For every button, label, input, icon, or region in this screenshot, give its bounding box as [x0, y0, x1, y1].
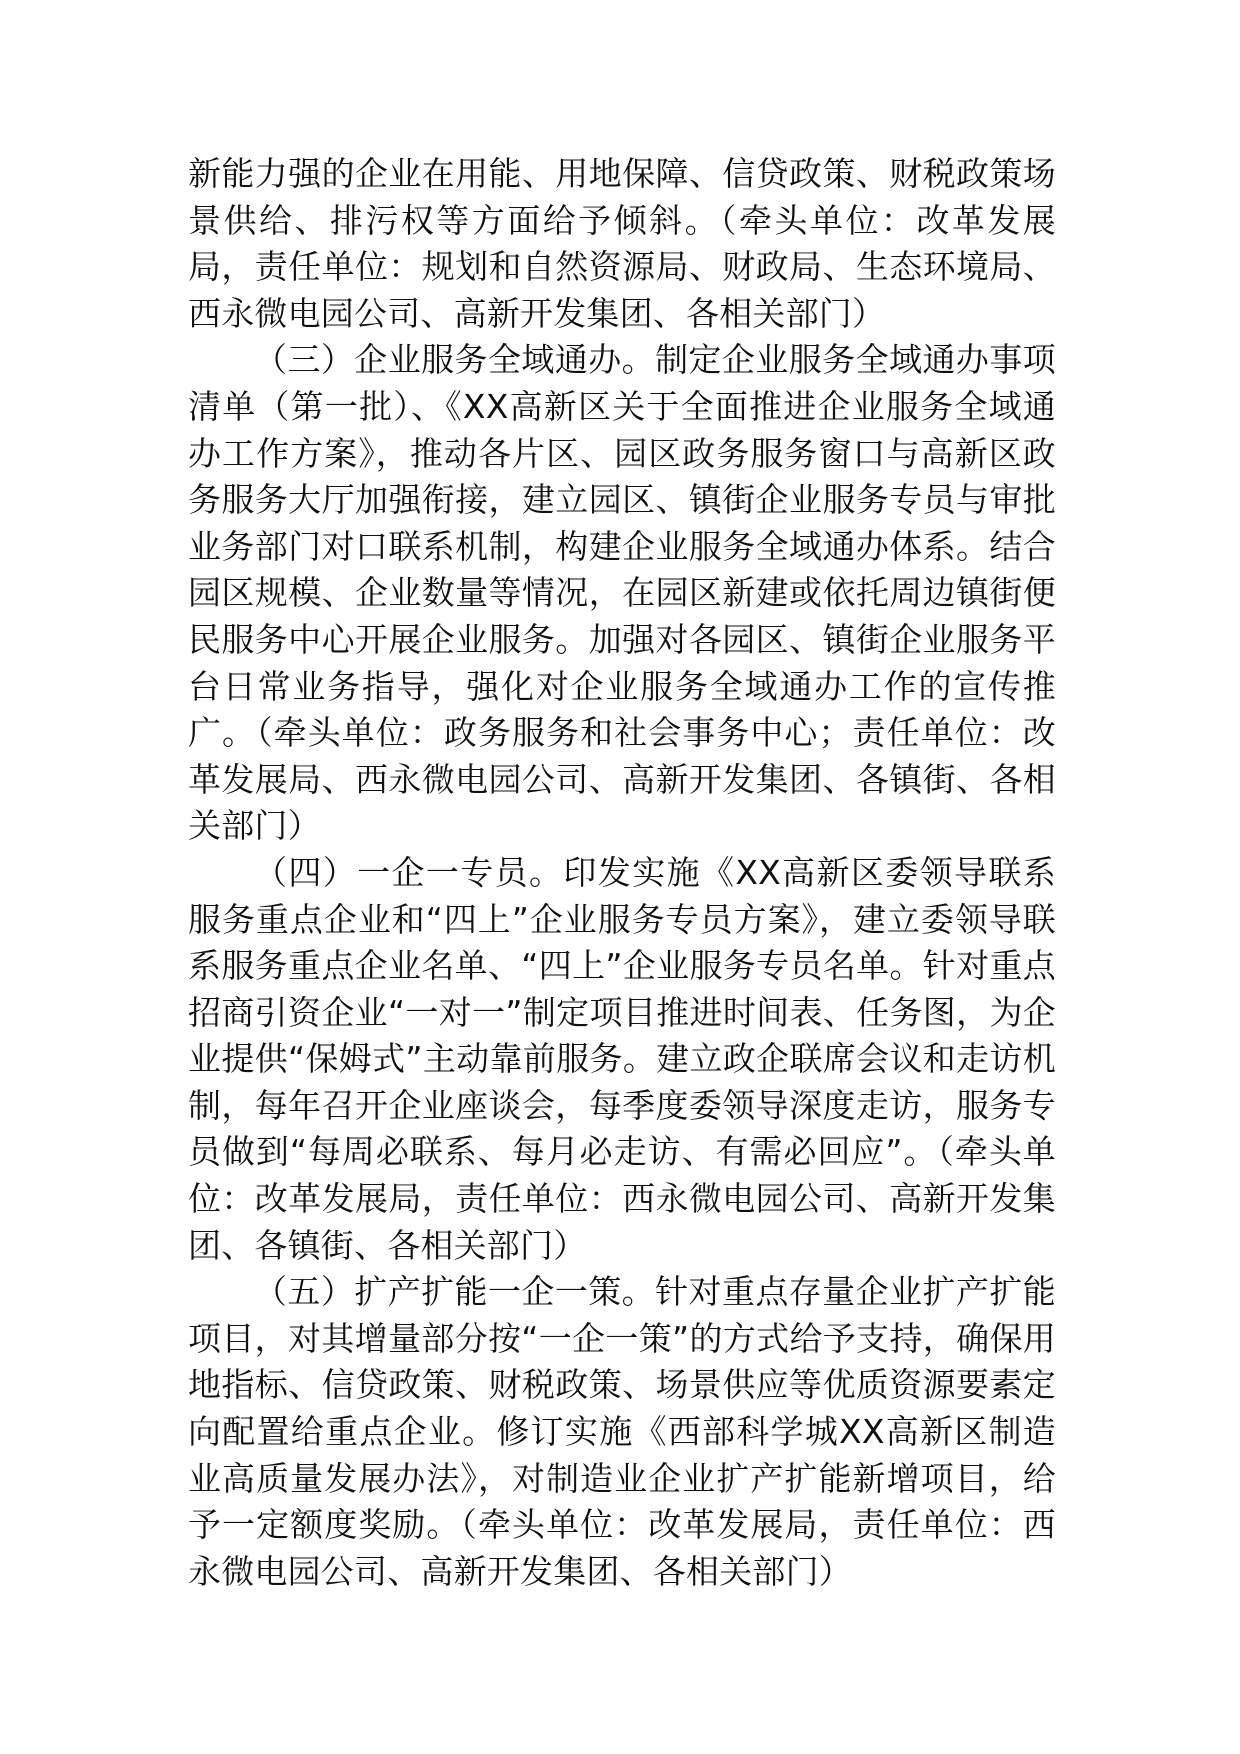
paragraph-section-5: （五）扩产扩能一企一策。针对重点存量企业扩产扩能项目，对其增量部分按“一企一策”的方式给予支持，确保用地指标、信贷政策、财税政策、场景供应等优质资源要素定向配置给重点企业。修订实施《西部科学城XX高新区制造业高质量发展办法》，对制造业企业扩产扩能新增项目，给予一定额度奖励。（牵头单位：改革发展局，责任单位：西永微电园公司、高新开发集团、各相关部门）: [188, 1272, 1056, 1591]
paragraph-section-3: （三）企业服务全域通办。制定企业服务全域通办事项清单（第一批）、《XX高新区关于全面推进企业服务全域通办工作方案》，推动各片区、园区政务服务窗口与高新区政务服务大厅加强衔接，建立园区、镇街企业服务专员与审批业务部门对口联系机制，构建企业服务全域通办体系。结合园区规模、企业数量等情况，在园区新建或依托周边镇街便民服务中心开展企业服务。加强对各园区、镇街企业服务平台日常业务指导，强化对企业服务全域通办工作的宣传推广。（牵头单位：政务服务和社会事务中心；责任单位：改革发展局、西永微电园公司、高新开发集团、各镇街、各相关部门）: [188, 340, 1056, 846]
paragraph-section-4: （四）一企一专员。印发实施《XX高新区委领导联系服务重点企业和“四上”企业服务专员方案》，建立委领导联系服务重点企业名单、“四上”企业服务专员名单。针对重点招商引资企业“一对一”制定项目推进时间表、任务图，为企业提供“保姆式”主动靠前服务。建立政企联席会议和走访机制，每年召开企业座谈会，每季度委领导深度走访，服务专员做到“每周必联系、每月必走访、有需必回应”。（牵头单位：改革发展局，责任单位：西永微电园公司、高新开发集团、各镇街、各相关部门）: [188, 852, 1056, 1265]
document-body: [188, 151, 1056, 1595]
paragraph-continuation: 新能力强的企业在用能、用地保障、信贷政策、财税政策场景供给、排污权等方面给予倾斜。（牵头单位：改革发展局，责任单位：规划和自然资源局、财政局、生态环境局、西永微电园公司、高新开发集团、各相关部门）: [188, 154, 1056, 333]
